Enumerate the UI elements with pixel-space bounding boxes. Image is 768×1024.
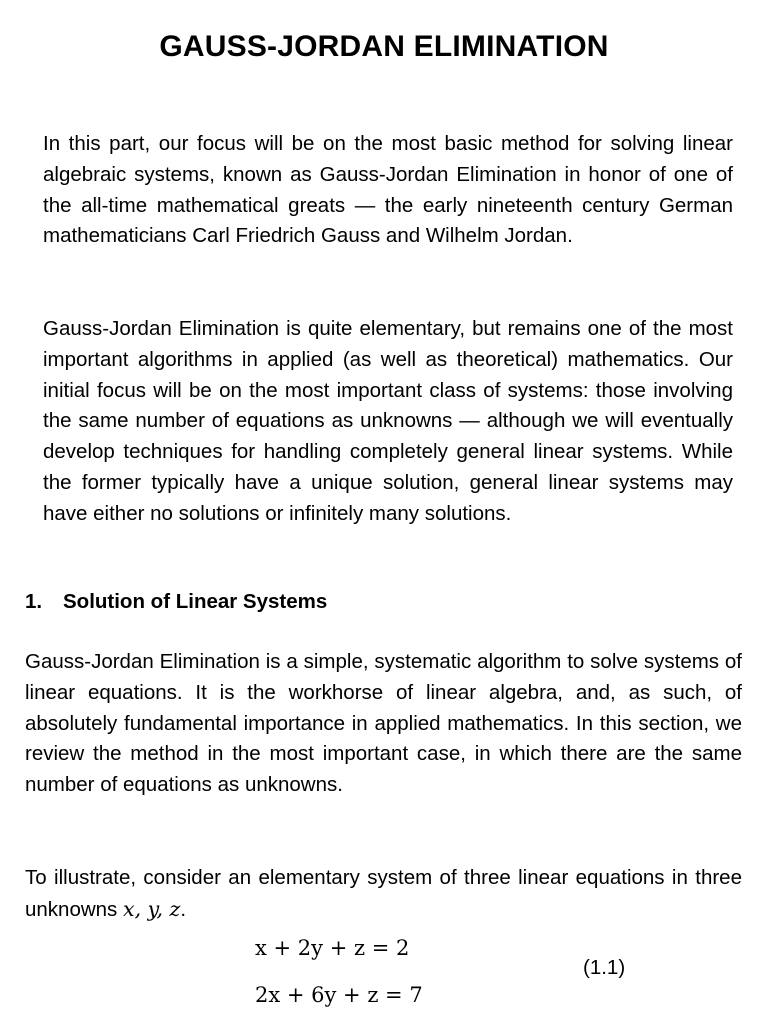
section-title: Solution of Linear Systems bbox=[63, 590, 328, 613]
section-heading bbox=[25, 587, 327, 617]
page-title: GAUSS-JORDAN ELIMINATION bbox=[159, 30, 609, 63]
section-paragraph-1: Gauss-Jordan Elimination is a simple, systematic algorithm to solve systems of linear equations. It is the workhorse of linear algebra, and, as such, of absolutely fundamental importance in applied mathematics. In this section, we review the method in the most important case, in which there are the same number of equations as unknowns. bbox=[25, 650, 742, 797]
equation-1: x + 2y + z = 2 bbox=[255, 936, 410, 960]
intro-paragraph-1: In this part, our focus will be on the most basic method for solving linear algebraic systems, known as Gauss-Jordan Elimination in honor of one of the all-time mathematical greats — the early nineteenth century German mathematicians Carl Friedrich Gauss and Wilhelm Jordan. bbox=[43, 132, 733, 248]
equation-2: 2x + 6y + z = 7 bbox=[255, 983, 423, 1007]
section-paragraph-2 bbox=[25, 863, 742, 926]
section-paragraph-2-text: To illustrate, consider an elementary system of three linear equations in three unknowns bbox=[25, 866, 742, 921]
unknown-variables: x, y, z bbox=[123, 896, 181, 921]
section-number: 1. bbox=[25, 590, 43, 613]
section-paragraph-2-end: . bbox=[180, 897, 187, 921]
equation-number: (1.1) bbox=[583, 956, 626, 979]
intro-paragraph-2: Gauss-Jordan Elimination is quite elementary, but remains one of the most important algorithms in applied (as well as theoretical) mathematics. Our initial focus will be on the most important class of systems: those involving the same number of equations as unknowns — although we will eventually develop techniques for handling completely general linear systems. While the former typically have a unique solution, general linear systems may have either no solutions or infinitely many solutions. bbox=[43, 317, 733, 525]
